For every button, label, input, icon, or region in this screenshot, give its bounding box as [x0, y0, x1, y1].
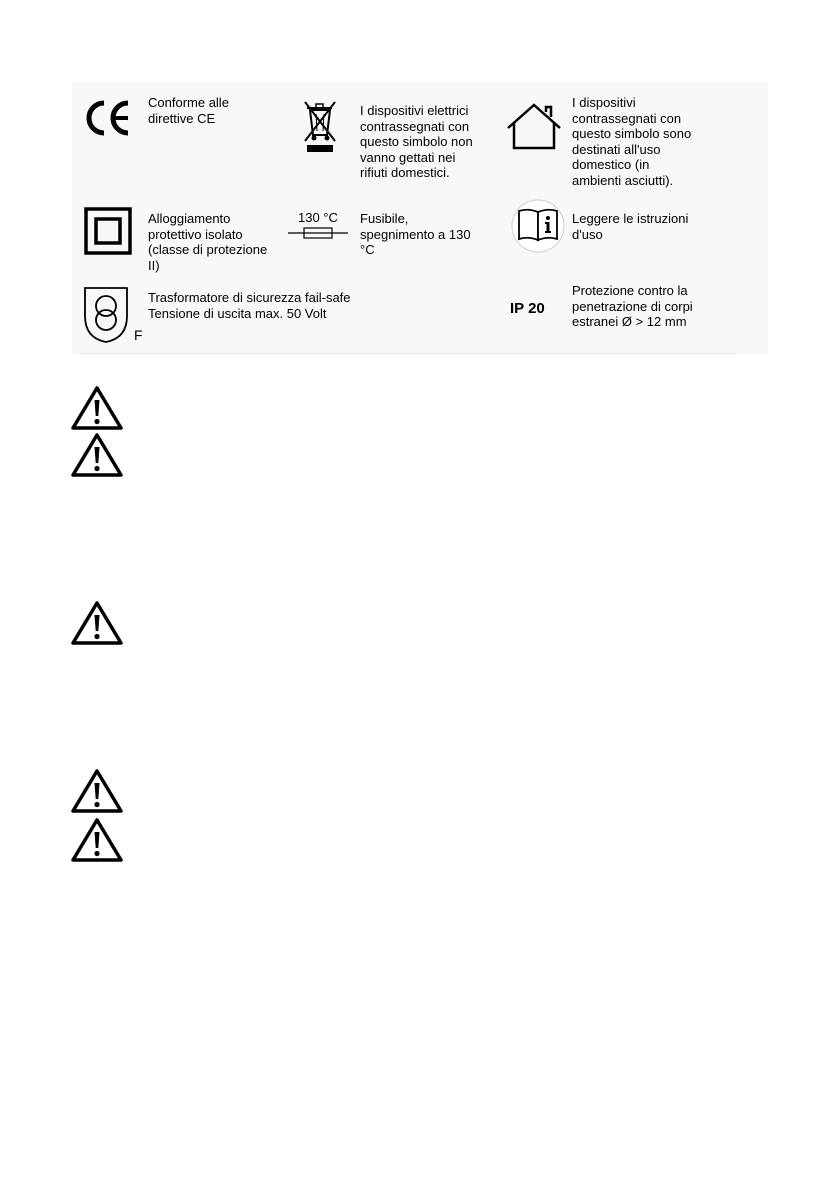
warning-icon — [70, 385, 124, 431]
transformer-text: Trasformatore di sicurezza fail-safe Tensione di uscita max. 50 Volt — [148, 290, 351, 321]
fuse-text: Fusibile, spegnimento a 130 °C — [360, 211, 471, 257]
indoor-text: I dispositivi contrassegnati con questo simbolo sono destinati all'uso domestico (in ambienti asciutti). — [572, 95, 692, 188]
panel-divider — [80, 353, 736, 354]
safety-transformer-icon — [82, 286, 132, 346]
ip-text: Protezione contro la penetrazione di corpi estranei Ø > 12 mm — [572, 283, 693, 329]
class2-text: Alloggiamento protettivo isolato (classe di protezione II) — [148, 211, 268, 273]
ce-mark-icon — [84, 100, 132, 136]
crossed-bin-icon — [302, 99, 338, 155]
fuse-icon — [288, 226, 348, 240]
ce-text: Conforme alle direttive CE — [148, 95, 229, 126]
manual-text: Leggere le istruzioni d'uso — [572, 211, 689, 242]
weee-text: I dispositivi elettrici contrassegnati con questo simbolo non vanno gettati nei rifiuti domestici. — [360, 103, 473, 180]
warning-icon — [70, 600, 124, 646]
ip-rating-label: IP 20 — [510, 300, 545, 317]
warning-icon — [70, 768, 124, 814]
double-square-icon — [84, 207, 132, 255]
warning-icon — [70, 432, 124, 478]
fuse-temperature-label: 130 °C — [298, 210, 338, 225]
transformer-letter: F — [134, 327, 143, 343]
read-manual-icon — [510, 199, 566, 253]
warning-icon — [70, 817, 124, 863]
house-icon — [505, 102, 563, 150]
